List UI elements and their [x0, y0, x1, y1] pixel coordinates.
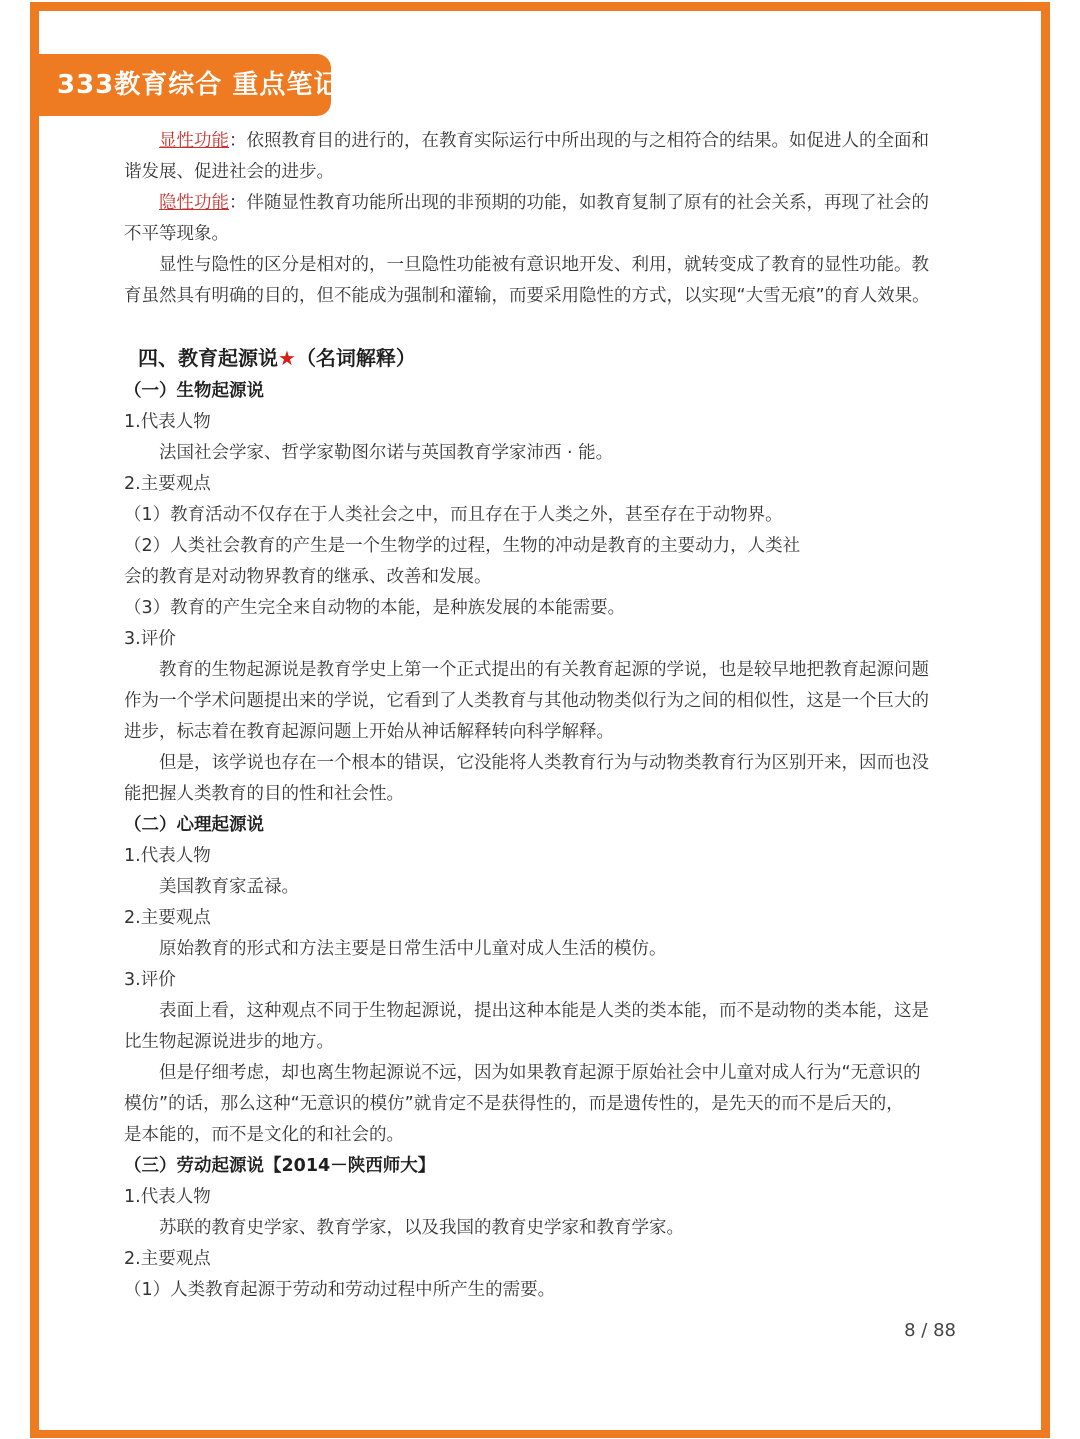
text-line: （2）人类社会教育的产生是一个生物学的过程，生物的冲动是教育的主要动力，人类社	[124, 536, 801, 556]
item-label: 2.主要观点	[124, 1249, 211, 1269]
text-line: 是本能的，而不是文化的和社会的。	[124, 1125, 404, 1145]
text-line: 会的教育是对动物界教育的继承、改善和发展。	[124, 567, 492, 587]
header-banner	[39, 54, 341, 116]
text-line: 不平等现象。	[124, 224, 229, 244]
star-icon: ★	[278, 346, 296, 370]
item-label: 2.主要观点	[124, 474, 211, 494]
text-line: 进步，标志着在教育起源问题上开始从神话解释转向科学解释。	[124, 722, 614, 742]
paragraph-implicit-function	[124, 188, 960, 219]
text-line: （3）教育的产生完全来自动物的本能，是种族发展的本能需要。	[124, 598, 626, 618]
text-line: （1）教育活动不仅存在于人类社会之中，而且存在于人类之外，甚至存在于动物界。	[124, 505, 783, 525]
text-line: ：依照教育目的进行的，在教育实际运行中所出现的与之相符合的结果。如促进人的全面和	[229, 131, 929, 151]
spacer	[124, 312, 960, 340]
subsection-title: （三）劳动起源说	[124, 1156, 264, 1176]
exam-tag: 【2014－陕西师大】	[264, 1156, 436, 1176]
text-line: 显性与隐性的区分是相对的，一旦隐性功能被有意识地开发、利用，就转变成了教育的显性功能。教	[159, 255, 929, 275]
text-line: 能把握人类教育的目的性和社会性。	[124, 784, 404, 804]
text-line: 模仿”的话，那么这种“无意识的模仿”就肯定不是获得性的，而是遗传性的，是先天的而不是后天的，	[124, 1094, 904, 1114]
text-line: 苏联的教育史学家、教育学家，以及我国的教育史学家和教育学家。	[159, 1218, 684, 1238]
item-label: 1.代表人物	[124, 1187, 211, 1207]
header-title: 333教育综合 重点笔记	[57, 70, 341, 100]
section-title-note: （名词解释）	[295, 346, 416, 370]
text-line: ：伴随显性教育功能所出现的非预期的功能，如教育复制了原有的社会关系，再现了社会的	[229, 193, 929, 213]
item-label: 1.代表人物	[124, 412, 211, 432]
text-line: 比生物起源说进步的地方。	[124, 1032, 334, 1052]
term-implicit-function: 隐性功能	[159, 193, 229, 213]
item-label: 1.代表人物	[124, 846, 211, 866]
document-body	[124, 126, 960, 1306]
section-heading	[124, 340, 960, 376]
text-line: 美国教育家孟禄。	[159, 877, 299, 897]
section-title: 四、教育起源说	[138, 346, 278, 370]
item-label: 3.评价	[124, 629, 176, 649]
term-explicit-function: 显性功能	[159, 131, 229, 151]
text-line: 教育的生物起源说是教育学史上第一个正式提出的有关教育起源的学说，也是较早地把教育起源问题	[159, 660, 929, 680]
text-line: 但是仔细考虑，却也离生物起源说不远，因为如果教育起源于原始社会中儿童对成人行为“无意识的	[159, 1063, 921, 1083]
subsection-heading: （一）生物起源说	[124, 381, 264, 401]
paragraph-explicit-function	[124, 126, 960, 157]
item-label: 3.评价	[124, 970, 176, 990]
text-line: （1）人类教育起源于劳动和劳动过程中所产生的需要。	[124, 1280, 556, 1300]
text-line: 原始教育的形式和方法主要是日常生活中儿童对成人生活的模仿。	[159, 939, 667, 959]
subsection-heading	[124, 1151, 960, 1182]
item-label: 2.主要观点	[124, 908, 211, 928]
text-line: 作为一个学术问题提出来的学说，它看到了人类教育与其他动物类似行为之间的相似性，这是一个巨大的	[124, 691, 929, 711]
page-number: 8 / 88	[904, 1320, 956, 1341]
text-line: 育虽然具有明确的目的，但不能成为强制和灌输，而要采用隐性的方式，以实现“大雪无痕”的育人效果。	[124, 286, 930, 306]
text-line: 表面上看，这种观点不同于生物起源说，提出这种本能是人类的类本能，而不是动物的类本能，这是	[159, 1001, 929, 1021]
subsection-heading: （二）心理起源说	[124, 815, 264, 835]
text-line: 谐发展、促进社会的进步。	[124, 162, 334, 182]
text-line: 但是，该学说也存在一个根本的错误，它没能将人类教育行为与动物类教育行为区别开来，因而也没	[159, 753, 929, 773]
text-line: 法国社会学家、哲学家勒图尔诺与英国教育学家沛西 · 能。	[159, 443, 614, 463]
